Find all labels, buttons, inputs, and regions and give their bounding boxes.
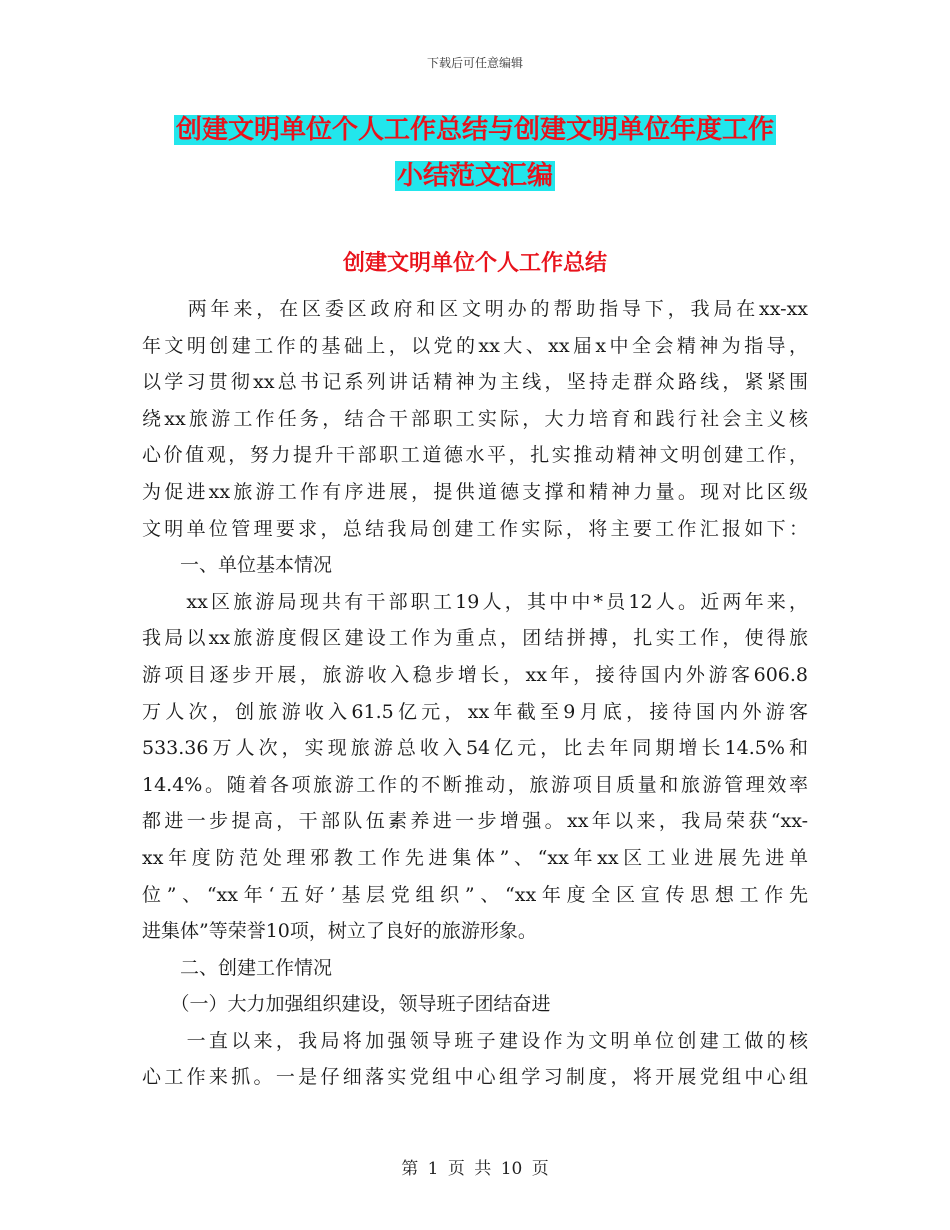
body-line: 绕xx旅游工作任务，结合干部职工实际，大力培育和践行社会主义核	[142, 407, 808, 430]
body-line: 以学习贯彻xx总书记系列讲话精神为主线，坚持走群众路线，紧紧围	[142, 371, 808, 394]
body-line: 进集体”等荣誉10项，树立了良好的旅游形象。	[142, 920, 537, 943]
body-line: 年文明创建工作的基础上，以党的xx大、xx届x中全会精神为指导，	[142, 334, 808, 357]
body-line: 14.4%。随着各项旅游工作的不断推动，旅游项目质量和旅游管理效率	[142, 773, 808, 796]
body-line: 心价值观，努力提升干部职工道德水平，扎实推动精神文明创建工作，	[142, 444, 808, 467]
body-line: （一）大力加强组织建设，领导班子团结奋进	[142, 993, 551, 1016]
body-line: 游项目逐步开展，旅游收入稳步增长，xx年，接待国内外游客606.8	[142, 663, 808, 686]
body-line: xx区旅游局现共有干部职工19人，其中中*员12人。近两年来，	[142, 590, 808, 613]
body-line: 我局以xx旅游度假区建设工作为重点，团结拼搏，扎实工作，使得旅	[142, 627, 808, 650]
document-title-line-1	[142, 110, 808, 150]
body-text	[142, 291, 808, 1096]
body-line: 一、单位基本情况	[142, 554, 333, 577]
body-line: 文明单位管理要求，总结我局创建工作实际，将主要工作汇报如下：	[142, 517, 808, 540]
page-footer: 第 1 页 共 10 页	[401, 1159, 549, 1179]
body-line: 一直以来，我局将加强领导班子建设作为文明单位创建工做的核	[142, 1029, 808, 1052]
body-line: 二、创建工作情况	[142, 956, 333, 979]
document-title-line-1-text: 创建文明单位个人工作总结与创建文明单位年度工作	[175, 115, 774, 145]
body-line: 为促进xx旅游工作有序进展，提供道德支撑和精神力量。现对比区级	[142, 480, 808, 503]
body-line: 都进一步提高，干部队伍素养进一步增强。xx年以来，我局荣获“xx-	[142, 810, 808, 833]
document-title-line-2	[142, 156, 808, 196]
document-title-line-2-text: 小结范文汇编	[396, 161, 553, 191]
header-note: 下载后可任意编辑	[426, 56, 523, 70]
body-line: 心工作来抓。一是仔细落实党组中心组学习制度，将开展党组中心组	[142, 1066, 808, 1089]
body-line: 两年来，在区委区政府和区文明办的帮助指导下，我局在xx-xx	[142, 298, 808, 320]
body-line: xx年度防范处理邪教工作先进集体”、“xx年xx区工业进展先进单	[142, 846, 808, 869]
body-line: 位”、“xx年‘五好’基层党组织”、“xx年度全区宣传思想工作先	[142, 883, 808, 906]
body-line: 万人次，创旅游收入61.5亿元，xx年截至9月底，接待国内外游客	[142, 700, 808, 723]
section-title: 创建文明单位个人工作总结	[342, 250, 607, 276]
body-line: 533.36万人次，实现旅游总收入54亿元，比去年同期增长14.5%和	[142, 737, 808, 760]
